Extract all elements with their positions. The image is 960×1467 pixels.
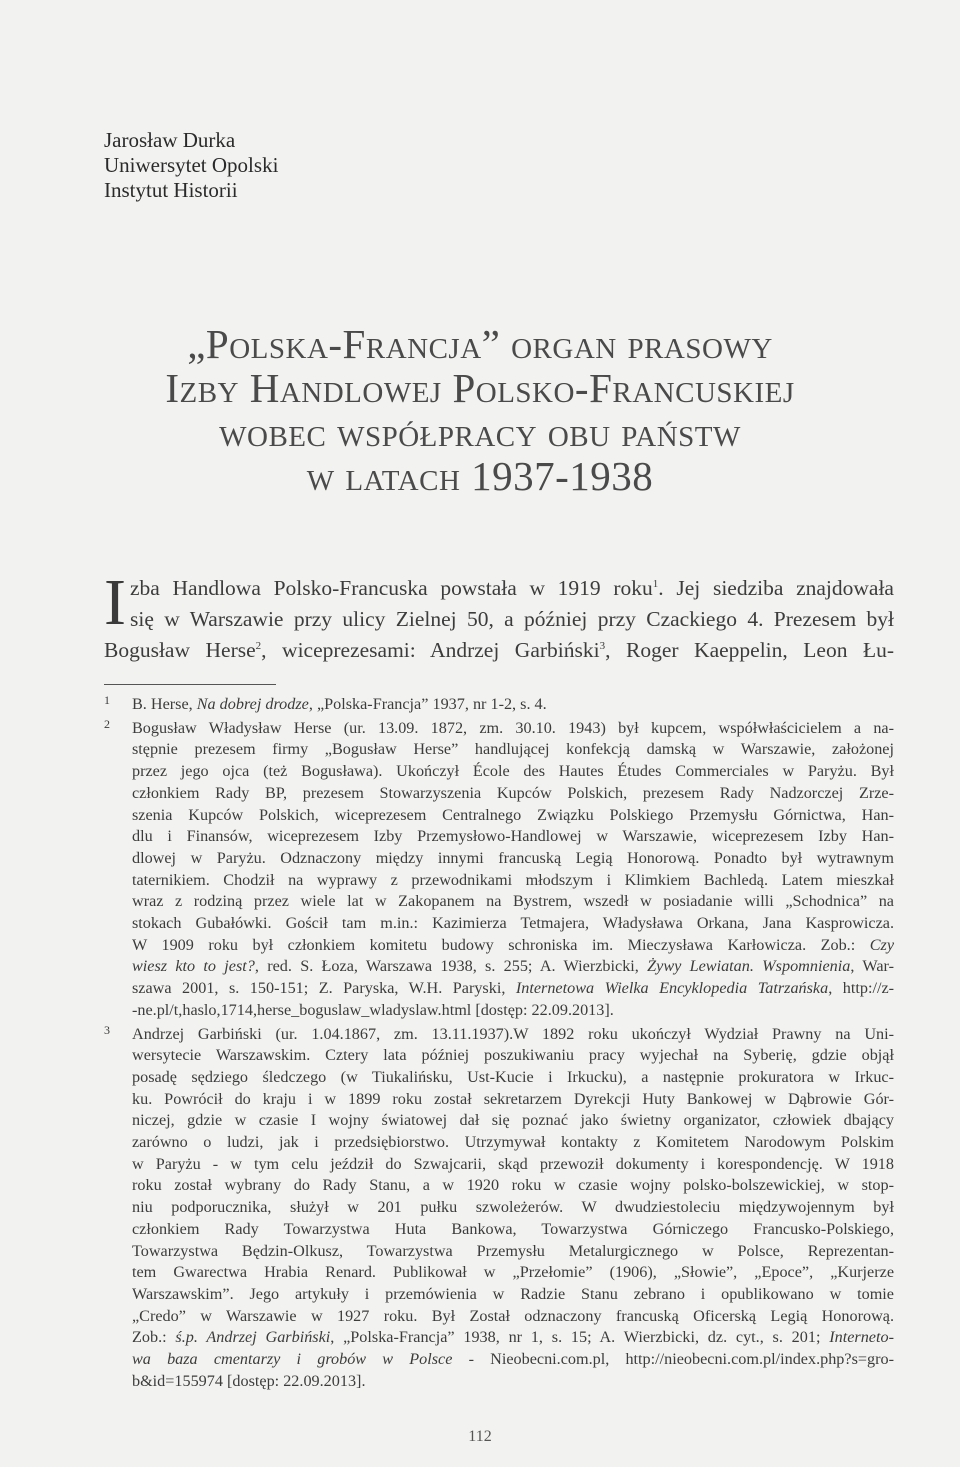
footnote-divider <box>104 684 276 685</box>
title-line-2: Izby Handlowej Polsko-Francuskiej <box>165 365 795 411</box>
article-title <box>100 322 860 498</box>
footnote-1: 1 B. Herse, Na dobrej drodze, „Polska-Francja” 1937, nr 1-2, s. 4. <box>104 694 894 716</box>
footnote-link[interactable]: -ne.pl/t,haslo,1714,herse_boguslaw_wladyslaw.html [dostęp: 22.09.2013]. <box>132 1000 614 1019</box>
author-block <box>104 128 278 203</box>
footnote-link[interactable]: , http://z- <box>828 979 895 998</box>
footnote-ref-2[interactable]: 2 <box>255 639 262 652</box>
title-line-1: „Polska-Francja” organ prasowy <box>187 321 773 367</box>
footnote-link[interactable]: - Nieobecni.com.pl, http://nieobecni.com.pl/index.php?s=gro- <box>452 1350 894 1369</box>
footnote-ref-1[interactable]: 1 <box>652 577 659 590</box>
title-line-3: wobec współpracy obu państw <box>219 409 741 455</box>
author-institute: Instytut Historii <box>104 178 238 202</box>
author-university: Uniwersytet Opolski <box>104 153 279 177</box>
footnote-link[interactable]: b&id=155974 [dostęp: 22.09.2013]. <box>132 1371 366 1390</box>
title-line-4: w latach 1937-1938 <box>306 453 654 499</box>
author-name: Jarosław Durka <box>104 128 236 152</box>
footnote-number: 2 <box>104 716 110 731</box>
footnote-number: 3 <box>104 1022 110 1037</box>
body-line-2: się w Warszawie przy ulicy Zielnej 50, a później przy Czackiego 4. Prezesem był <box>129 607 894 631</box>
footnotes <box>104 694 894 1395</box>
body-line-3: Bogusław Herse$^2$, wiceprezesami: Andrzej Garbiński$^3$, Roger Kaeppelin, Leon Łu- <box>104 638 894 662</box>
footnote-3: 3 Andrzej Garbiński (ur. 1.04.1867, zm. 13.11.1937).W 1892 roku ukończył Wydział Prawny na Uni- wersytecie Warszawskim. Cztery lata później poszukiwaniu pracy wyjechał na Syberię, gdzie objął posadę sędziego śledczego (w Tiukalińsku, Ust-Kucie i Irkucku), a następnie prokuratora w Irkuc- ku. Powrócił do kraju i w 1899 roku został sekretarzem Dyrekcji Huty Bankowej w Dąbrowie Gór- niczej, gdzie w czasie I wojny światowej dał się poznać jako świetny organizator, człowiek dbający zarówno o ludzi, jak i przedsiębiorstwo. Utrzymywał kontakty z Komitetem Narodowym Polskim w Paryżu - w tym celu jeździł do Szwajcarii, skąd przewoził dokumenty i korespondencję. W 1918 roku został wybrany do Rady Stanu, a w 1920 roku w czasie wojny polsko-bolszewickiej, w stop- niu podporucznika, służył w 201 pułku szwoleżerów. W dwudziestoleciu międzywojennym był członkiem Rady Towarzystwa Huta Bankowa, Towarzystwa Górniczego Francusko-Polskiego, Towarzystwa Będzin-Olkusz, Towarzystwa Przemysłu Metalurgicznego w Polsce, Reprezentan- tem Gwarectwa Hrabia Renard. Publikował w „Przełomie” (1906), „Słowie”, „Epoce”, „Kurjerze Warszawskim”. Jego artykuły i przemówienia w Radzie Stanu zebrano i opublikowano w tomie „Credo” w Warszawie w 1927 roku. Był Został odznaczony francuską Oficerską Legią Honorową. Zob.: ś.p. Andrzej Garbiński, „Polska-Francja” 1938, nr 1, s. 15; A. Wierzbicki, dz. cyt., s. 201; Interneto- wa baza cmentarzy i grobów w Polsce - Nieobecni.com.pl, http://nieobecni.com.pl/index.php?s=gro- b&id=155974 [dostęp: 22.09.2013]. <box>104 1024 894 1393</box>
drop-cap: I <box>104 566 126 639</box>
footnote-2: 2 Bogusław Władysław Herse (ur. 13.09. 1872, zm. 30.10. 1943) był kupcem, współwłaścicielem a na- stępnie prezesem firmy „Bogusław Herse” handlującej konfekcją damską w Warszawie, założonej przez jego ojca (też Bogusława). Ukończył École des Hautes Études Commerciales w Paryżu. Był członkiem Rady BP, prezesem Stowarzyszenia Kupców Polskich, prezesem Rady Nadzorczej Zrze- szenia Kupców Polskich, wiceprezesem Centralnego Związku Polskiego Przemysłu Górnictwa, Han- dlu i Finansów, wiceprezesem Izby Przemysłowo-Handlowej w Warszawie, wiceprezesem Izby Han- dlowej w Paryżu. Odznaczony między innymi francuską Legią Honorową. Ponadto był wytrawnym taternikiem. Chodził na wyprawy z przewodnikami młodszym i Klimkiem Bachledą. Latem mieszkał wraz z rodziną przez wiele lat w Zakopanem na Bystrem, wszedł w posiadanie willi „Schodnica” na stokach Gubałówki. Gościł tam m.in.: Kazimierza Tetmajera, Władysława Orkana, Jana Kasprowicza. W 1909 roku był członkiem komitetu budowy schroniska im. Mieczysława Karłowicza. Zob.: Czy wiesz kto to jest?, red. S. Łoza, Warszawa 1938, s. 255; A. Wierzbicki, Żywy Lewiatan. Wspomnienia, War- szawa 2001, s. 150-151; Z. Paryska, W.H. Paryski, Internetowa Wielka Encyklopedia Tatrzańska, http://z- -ne.pl/t,haslo,1714,herse_boguslaw_wladyslaw.html [dostęp: 22.09.2013]. <box>104 718 894 1022</box>
footnote-ref-3[interactable]: 3 <box>599 639 606 652</box>
page-number: 112 <box>468 1428 492 1445</box>
body-line-1: zba Handlowa Polsko-Francuska powstała w 1919 roku$^1$. Jej siedziba znajdowała <box>129 576 894 600</box>
footnote-number: 1 <box>104 693 110 707</box>
body-paragraph <box>104 566 894 666</box>
